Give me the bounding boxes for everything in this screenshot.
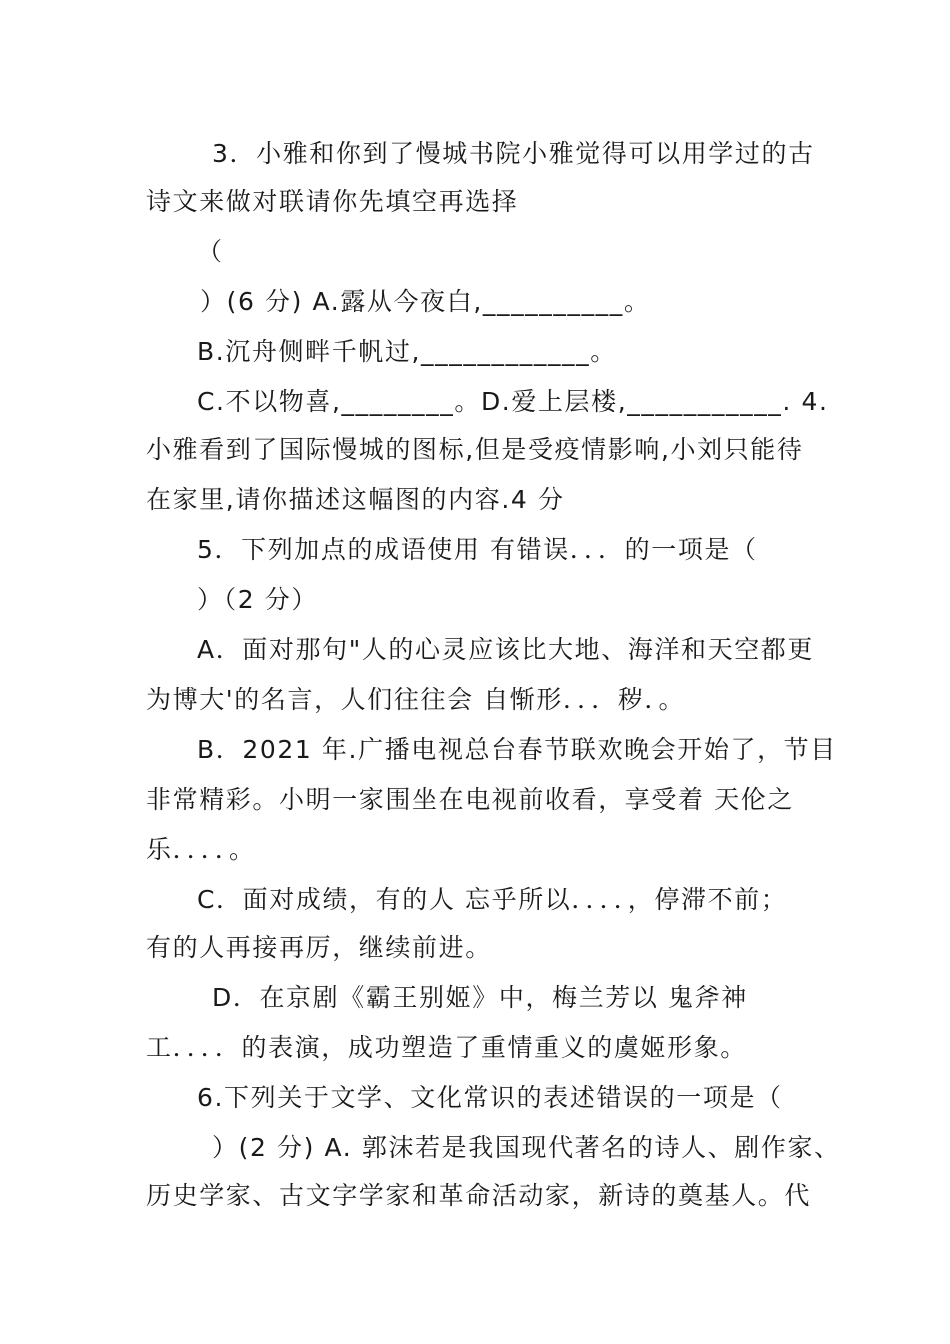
text-line: C．面对成绩，有的人 忘乎所以．．．．，停滞不前； <box>197 885 788 914</box>
text-line: 为博大'的名言，人们往往会 自惭形．．．秽．。 <box>146 685 686 714</box>
text-line: D．在京剧《霸王别姬》中，梅兰芳以 鬼斧神 <box>212 983 748 1012</box>
text-line: ）（2 分） <box>197 585 318 614</box>
text-line: 工．．．．的表演，成功塑造了重情重义的虞姬形象。 <box>146 1033 747 1062</box>
text-line: B.沉舟侧畔千帆过,____________。 <box>197 337 617 366</box>
text-line: B．2021 年.广播电视总台春节联欢晚会开始了，节目 <box>197 735 837 764</box>
text-line: 在家里,请你描述这幅图的内容.4 分 <box>146 485 565 514</box>
text-line: ）(6 分) A.露从今夜白,__________。 <box>200 287 651 316</box>
text-line: 小雅看到了国际慢城的图标,但是受疫情影响,小刘只能待 <box>146 435 804 464</box>
text-line: ）(2 分) A. 郭沫若是我国现代著名的诗人、剧作家、 <box>212 1133 841 1162</box>
text-line: 乐．．．．。 <box>146 835 256 864</box>
text-line: 3．小雅和你到了慢城书院小雅觉得可以用学过的古 <box>212 139 815 168</box>
text-line: 历史学家、古文字学家和革命活动家，新诗的奠基人。代 <box>146 1181 812 1210</box>
text-line: A．面对那句"人的心灵应该比大地、海洋和天空都更 <box>197 635 815 664</box>
text-line: 6.下列关于文学、文化常识的表述错误的一项是（ <box>197 1083 783 1112</box>
text-line: 非常精彩。小明一家围坐在电视前收看，享受着 天伦之 <box>146 785 794 814</box>
text-line: 5．下列加点的成语使用 有错误．．．的一项是（ <box>197 535 758 564</box>
text-line: 诗文来做对联请你先填空再选择 <box>146 187 519 216</box>
text-line: C.不以物喜,________。D.爱上层楼,___________. 4. <box>197 387 829 416</box>
text-line: （ <box>197 237 224 266</box>
text-line: 有的人再接再厉，继续前进。 <box>146 933 492 962</box>
